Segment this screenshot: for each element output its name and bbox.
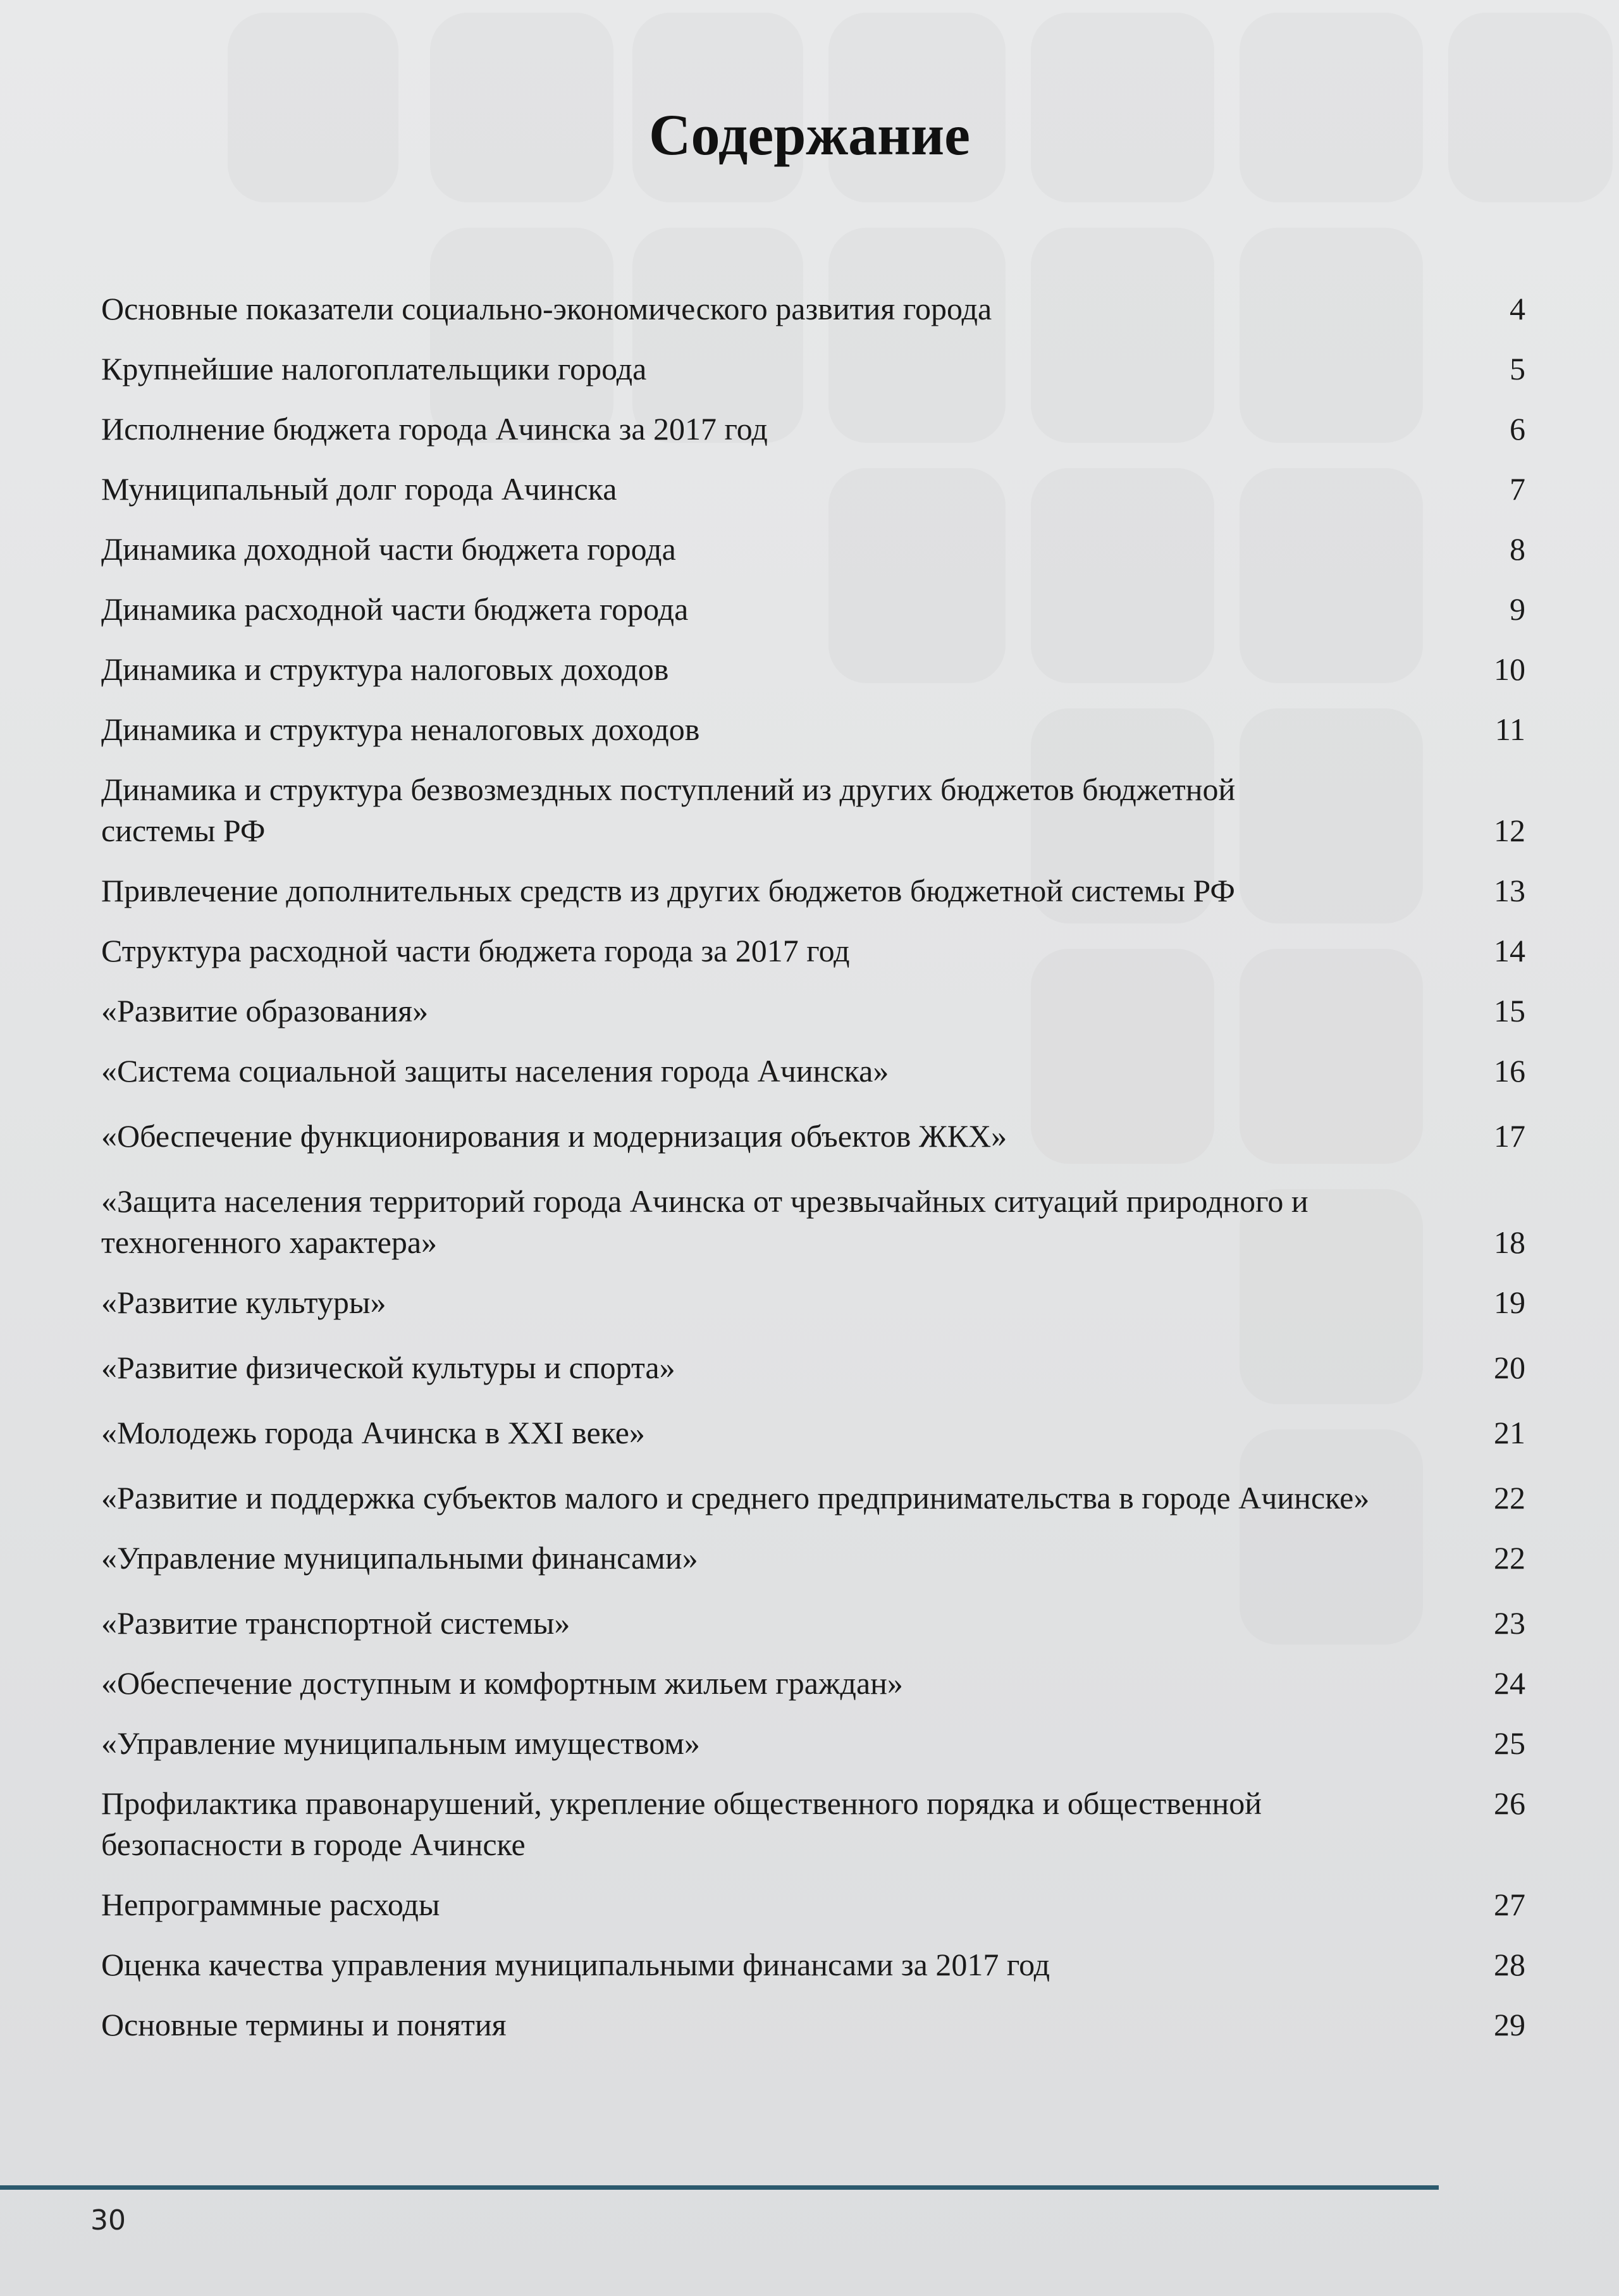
toc-entry[interactable] bbox=[101, 1051, 1525, 1092]
toc-entry-label: Динамика и структура налоговых доходов bbox=[101, 651, 669, 687]
toc-entry[interactable] bbox=[101, 1282, 1525, 1323]
toc-entry-page: 11 bbox=[1494, 712, 1525, 747]
toc-entry-label: «Система социальной защиты населения города Ачинска» bbox=[101, 1053, 889, 1089]
toc-entry-page: 9 bbox=[1510, 591, 1525, 627]
toc-entry-page: 22 bbox=[1494, 1480, 1525, 1515]
toc-entry[interactable] bbox=[101, 769, 1525, 851]
toc-entry-label: Основные показатели социально-экономического развития города bbox=[101, 291, 992, 326]
toc-entry-page: 29 bbox=[1494, 2007, 1525, 2042]
toc-entry-page: 16 bbox=[1494, 1053, 1525, 1089]
toc-entry-label: «Развитие образования» bbox=[101, 993, 429, 1028]
toc-entry[interactable] bbox=[101, 1723, 1525, 1764]
toc-entry-page: 23 bbox=[1494, 1605, 1525, 1641]
toc-entry-label: «Развитие транспортной системы» bbox=[101, 1605, 570, 1641]
toc-entry-page: 8 bbox=[1510, 531, 1525, 567]
toc-entry-label: «Развитие культуры» bbox=[101, 1285, 386, 1320]
toc-entry[interactable] bbox=[101, 1603, 1525, 1644]
toc-entry-page: 17 bbox=[1494, 1118, 1525, 1154]
toc-entry-page: 19 bbox=[1494, 1285, 1525, 1320]
toc-entry[interactable] bbox=[101, 649, 1525, 690]
toc-entry-label: «Обеспечение доступным и комфортным жильем граждан» bbox=[101, 1665, 903, 1701]
toc-entry[interactable] bbox=[101, 1116, 1525, 1157]
toc-entry[interactable] bbox=[101, 1783, 1525, 1865]
toc-entry-label: Оценка качества управления муниципальными финансами за 2017 год bbox=[101, 1947, 1050, 1982]
toc-entry[interactable] bbox=[101, 1347, 1525, 1388]
toc-entry[interactable] bbox=[101, 409, 1525, 450]
toc-entry-page: 6 bbox=[1510, 411, 1525, 447]
toc-entry-page: 13 bbox=[1494, 873, 1525, 908]
toc-entry-page: 14 bbox=[1494, 933, 1525, 968]
toc-entry-label: Динамика и структура безвозмездных поступлений из других бюджетов бюджетной системы РФ bbox=[101, 772, 1236, 848]
toc-entry[interactable] bbox=[101, 991, 1525, 1032]
toc-entry[interactable] bbox=[101, 1884, 1525, 1925]
toc-entry-page: 22 bbox=[1494, 1540, 1525, 1576]
toc-entry-label: Основные термины и понятия bbox=[101, 2007, 507, 2042]
toc-entry-page: 25 bbox=[1494, 1725, 1525, 1761]
toc-entry[interactable] bbox=[101, 1538, 1525, 1579]
toc-entry[interactable] bbox=[101, 529, 1525, 570]
toc-entry-label: Динамика расходной части бюджета города bbox=[101, 591, 689, 627]
toc-entry-page: 21 bbox=[1494, 1415, 1525, 1450]
toc-entry-label: Исполнение бюджета города Ачинска за 2017 год bbox=[101, 411, 768, 447]
toc-entry-label: «Обеспечение функционирования и модернизация объектов ЖКХ» bbox=[101, 1118, 1007, 1154]
toc-entry[interactable] bbox=[101, 2004, 1525, 2046]
toc-entry-page: 4 bbox=[1510, 291, 1525, 326]
toc-entry-label: Динамика доходной части бюджета города bbox=[101, 531, 676, 567]
toc-entry[interactable] bbox=[101, 469, 1525, 510]
toc-entry-label: Динамика и структура неналоговых доходов bbox=[101, 712, 700, 747]
toc-entry-label: «Молодежь города Ачинска в XXI веке» bbox=[101, 1415, 645, 1450]
toc-entry[interactable] bbox=[101, 1663, 1525, 1704]
toc-entry[interactable] bbox=[101, 870, 1525, 911]
page-number: 30 bbox=[90, 2204, 126, 2237]
toc-entry-page: 20 bbox=[1494, 1350, 1525, 1385]
toc-entry[interactable] bbox=[101, 589, 1525, 630]
page-title: Содержание bbox=[649, 102, 970, 167]
toc-entry-page: 15 bbox=[1494, 993, 1525, 1028]
toc-entry-label: «Защита населения территорий города Ачинска от чрезвычайных ситуаций природного и техногенного характера» bbox=[101, 1183, 1308, 1260]
toc-entry-label: Непрограммные расходы bbox=[101, 1887, 440, 1922]
toc-entry-page: 12 bbox=[1494, 813, 1525, 848]
toc-entry-label: Крупнейшие налогоплательщики города bbox=[101, 351, 647, 386]
toc-entry-label: Структура расходной части бюджета города за 2017 год bbox=[101, 933, 850, 968]
toc-entry-label: «Управление муниципальными финансами» bbox=[101, 1540, 698, 1576]
toc-entry-label: Муниципальный долг города Ачинска bbox=[101, 471, 617, 507]
toc-entry[interactable] bbox=[101, 709, 1525, 750]
toc-entry-label: Профилактика правонарушений, укрепление общественного порядка и общественной безопасности в городе Ачинске bbox=[101, 1786, 1262, 1862]
toc-entry-page: 24 bbox=[1494, 1665, 1525, 1701]
toc-entry-label: «Управление муниципальным имуществом» bbox=[101, 1725, 700, 1761]
toc-entry-page: 7 bbox=[1510, 471, 1525, 507]
toc-entry-page: 18 bbox=[1494, 1225, 1525, 1260]
toc-entry[interactable] bbox=[101, 1412, 1525, 1454]
toc-entry[interactable] bbox=[101, 288, 1525, 330]
toc-entry[interactable] bbox=[101, 930, 1525, 972]
toc-entry-page: 28 bbox=[1494, 1947, 1525, 1982]
toc-entry-label: «Развитие и поддержка субъектов малого и среднего предпринимательства в городе Ачинске» bbox=[101, 1480, 1370, 1515]
toc-entry-page: 26 bbox=[1494, 1786, 1525, 1821]
toc-entry-page: 27 bbox=[1494, 1887, 1525, 1922]
toc-entry[interactable] bbox=[101, 1478, 1525, 1519]
toc-entry-label: Привлечение дополнительных средств из других бюджетов бюджетной системы РФ bbox=[101, 873, 1235, 908]
toc-entry-page: 10 bbox=[1494, 651, 1525, 687]
toc-entry[interactable] bbox=[101, 1944, 1525, 1985]
toc-entry[interactable] bbox=[101, 349, 1525, 390]
footer-divider bbox=[0, 2185, 1439, 2190]
toc-entry-page: 5 bbox=[1510, 351, 1525, 386]
toc-entry[interactable] bbox=[101, 1181, 1525, 1263]
toc-entry-label: «Развитие физической культуры и спорта» bbox=[101, 1350, 675, 1385]
table-of-contents bbox=[101, 288, 1525, 2046]
